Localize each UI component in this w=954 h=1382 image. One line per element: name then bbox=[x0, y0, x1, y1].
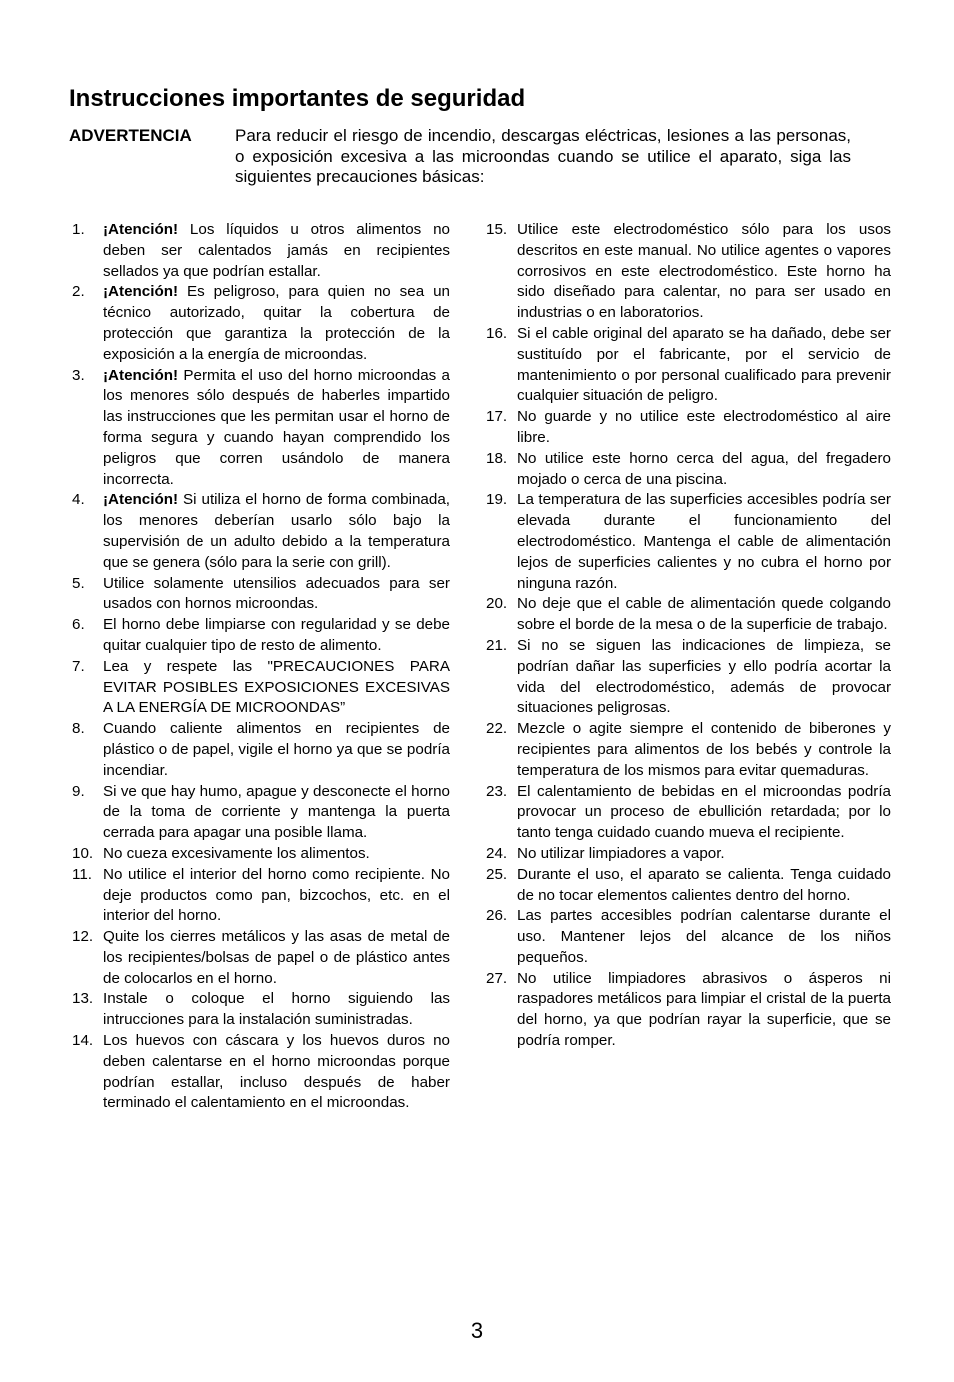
safety-list-right bbox=[486, 220, 891, 1052]
safety-list-left bbox=[72, 220, 450, 1114]
safety-item bbox=[486, 865, 891, 907]
item-body bbox=[103, 490, 450, 573]
item-text: No deje que el cable de alimentación quede colgando sobre el borde de la mesa o de la superficie de trabajo. bbox=[517, 595, 891, 634]
item-number: 15. bbox=[486, 221, 508, 238]
safety-item bbox=[72, 282, 450, 365]
item-number: 6. bbox=[72, 616, 85, 634]
safety-item bbox=[486, 782, 891, 844]
item-number: 18. bbox=[486, 449, 508, 467]
item-body bbox=[103, 574, 450, 616]
item-number: 21. bbox=[486, 636, 508, 654]
item-number: 16. bbox=[486, 324, 508, 342]
safety-item bbox=[72, 989, 450, 1031]
item-body bbox=[103, 927, 450, 989]
item-body bbox=[517, 844, 891, 865]
safety-item bbox=[72, 657, 450, 719]
page-number: 3 bbox=[470, 1318, 484, 1343]
item-text: Durante el uso, el aparato se calienta. Tenga cuidado de no tocar elementos calientes dentro del horno. bbox=[517, 865, 891, 904]
item-text: Permita el uso del horno microondas a los menores sólo después de haberles impartido las instrucciones que les permitan usar el horno de forma segura y cuando hayan comprendido los peligros que corren usándolo de manera incorrecta. bbox=[103, 366, 450, 488]
item-body bbox=[517, 719, 891, 781]
item-number: 25. bbox=[486, 865, 508, 883]
item-number: 5. bbox=[72, 574, 85, 592]
item-text: No guarde y no utilice este electrodoméstico al aire libre. bbox=[517, 408, 891, 446]
item-body bbox=[103, 220, 450, 282]
item-text: Utilice este electrodoméstico sólo para los usos descritos en este manual. No utilice agentes o vapores corrosivos en este electrodoméstico. Este horno ha sido diseñado para calentar, no para ser usado en industrias o en laboratorios. bbox=[517, 221, 891, 322]
item-body bbox=[103, 282, 450, 365]
item-number: 27. bbox=[486, 969, 508, 987]
item-number: 11. bbox=[72, 865, 92, 883]
safety-item bbox=[486, 490, 891, 594]
safety-item bbox=[486, 844, 891, 865]
item-body bbox=[517, 906, 891, 968]
item-body bbox=[517, 449, 891, 491]
safety-item bbox=[486, 407, 891, 449]
safety-item bbox=[486, 594, 891, 636]
item-text: La temperatura de las superficies accesibles podría ser elevada durante el funcionamiento del electrodoméstico. Mantenga el cable de alimentación lejos de superficies calientes y no cubra el horno por ninguna razón. bbox=[517, 491, 891, 592]
item-number: 9. bbox=[72, 782, 85, 800]
item-body bbox=[517, 594, 891, 636]
safety-item bbox=[486, 969, 891, 1052]
item-text: Utilice solamente utensilios adecuados para ser usados con hornos microondas. bbox=[103, 574, 450, 613]
item-number: 26. bbox=[486, 907, 508, 925]
item-text: No utilice limpiadores abrasivos o ásperos ni raspadores metálicos para limpiar el cristal de la puerta del horno, ya que podrían rayar la superficie, que se podría romper. bbox=[517, 969, 891, 1050]
safety-item bbox=[72, 490, 450, 573]
safety-item bbox=[72, 782, 450, 844]
item-body bbox=[103, 366, 450, 491]
item-body bbox=[517, 324, 891, 407]
item-text: Si el cable original del aparato se ha dañado, debe ser sustituído por el fabricante, por el servicio de mantenimiento o por personal cualificado para prevenir cualquier situación de peligro. bbox=[517, 324, 891, 405]
item-lead: ¡Atención! bbox=[103, 221, 179, 238]
safety-item bbox=[486, 449, 891, 491]
item-number: 4. bbox=[72, 491, 85, 509]
item-text: Quite los cierres metálicos y las asas de metal de los recipientes/bolsas de papel o de plástico antes de colocarlos en el horno. bbox=[103, 928, 450, 987]
item-text: El calentamiento de bebidas en el microondas podría provocar un proceso de ebullición retardada; por lo tanto tenga cuidado cuando mueva el recipiente. bbox=[517, 782, 891, 842]
safety-item bbox=[72, 719, 450, 781]
item-body bbox=[103, 1031, 450, 1114]
safety-item bbox=[486, 719, 891, 781]
safety-item bbox=[72, 220, 450, 282]
safety-item bbox=[72, 927, 450, 989]
item-body bbox=[103, 615, 450, 657]
item-body bbox=[517, 220, 891, 324]
item-text: Si ve que hay humo, apague y desconecte el horno de la toma de corriente y mantenga la puerta cerrada para apagar una posible llama. bbox=[103, 782, 450, 842]
safety-item bbox=[72, 844, 450, 865]
item-number: 7. bbox=[72, 657, 85, 675]
item-text: No utilice el interior del horno como recipiente. No deje productos como pan, bizcochos, etc. en el interior del horno. bbox=[103, 865, 450, 925]
item-text: Cuando caliente alimentos en recipientes de plástico o de papel, vigile el horno ya que se podría incendiar. bbox=[103, 720, 450, 779]
item-text: Los huevos con cáscara y los huevos duros no deben calentarse en el horno microondas porque podrían estallar, incluso después de haber terminado el calentamiento en el microondas. bbox=[103, 1032, 450, 1112]
item-text: El horno debe limpiarse con regularidad y se debe quitar cualquier tipo de resto de alimento. bbox=[103, 616, 450, 654]
item-body bbox=[517, 782, 891, 844]
item-number: 10. bbox=[72, 844, 94, 862]
item-body bbox=[103, 657, 450, 719]
item-body bbox=[103, 865, 450, 927]
item-number: 20. bbox=[486, 595, 508, 613]
item-number: 24. bbox=[486, 844, 508, 862]
warning-label: ADVERTENCIA bbox=[69, 126, 192, 145]
item-number: 8. bbox=[72, 720, 85, 738]
item-text: No utilice este horno cerca del agua, del fregadero mojado o cerca de una piscina. bbox=[517, 449, 891, 488]
item-body bbox=[103, 782, 450, 844]
safety-item bbox=[72, 615, 450, 657]
item-body bbox=[517, 407, 891, 449]
item-text: No utilizar limpiadores a vapor. bbox=[517, 844, 725, 862]
safety-item bbox=[72, 865, 450, 927]
safety-item bbox=[72, 366, 450, 491]
safety-item bbox=[72, 1031, 450, 1114]
item-text: Lea y respete las "PRECAUCIONES PARA EVITAR POSIBLES EXPOSICIONES EXCESIVAS A LA ENERGÍA DE MICROONDAS” bbox=[103, 657, 450, 717]
safety-item bbox=[486, 906, 891, 968]
item-number: 12. bbox=[72, 928, 94, 946]
item-text: Las partes accesibles podrían calentarse durante el uso. Mantener lejos del alcance de los niños pequeños. bbox=[517, 907, 891, 966]
item-lead: ¡Atención! bbox=[103, 491, 179, 509]
item-body bbox=[517, 969, 891, 1052]
safety-item bbox=[72, 574, 450, 616]
item-text: Es peligroso, para quien no sea un técnico autorizado, quitar la cobertura de protección que garantiza la protección de la exposición a la energía de microondas. bbox=[103, 283, 450, 363]
item-number: 19. bbox=[486, 491, 508, 509]
item-body bbox=[103, 844, 450, 865]
safety-item bbox=[486, 324, 891, 407]
item-text: Si utiliza el horno de forma combinada, los menores deberían usarlo sólo bajo la supervisión de un adulto debido a la temperatura que se genera (sólo para la serie con grill). bbox=[103, 491, 450, 571]
item-lead: ¡Atención! bbox=[103, 283, 179, 301]
item-body bbox=[103, 719, 450, 781]
item-number: 14. bbox=[72, 1032, 94, 1050]
item-number: 23. bbox=[486, 782, 508, 800]
item-lead: ¡Atención! bbox=[103, 366, 179, 384]
item-body bbox=[517, 865, 891, 907]
item-text: Instale o coloque el horno siguiendo las intrucciones para la instalación suministradas. bbox=[103, 990, 450, 1029]
item-number: 17. bbox=[486, 408, 508, 426]
item-number: 13. bbox=[72, 990, 94, 1008]
item-text: Si no se siguen las indicaciones de limpieza, se podrían dañar las superficies y ello podría acortar la vida del electrodoméstico, además de provocar situaciones peligrosas. bbox=[517, 636, 891, 717]
safety-item bbox=[486, 636, 891, 719]
item-number: 1. bbox=[72, 221, 85, 238]
item-number: 2. bbox=[72, 283, 85, 301]
item-number: 22. bbox=[486, 720, 508, 738]
item-number: 3. bbox=[72, 366, 85, 384]
warning-text: Para reducir el riesgo de incendio, descargas eléctricas, lesiones a las personas, o exposición excesiva a las microondas cuando se utilice el aparato, siga las siguientes precauciones básicas: bbox=[235, 126, 851, 186]
item-body bbox=[517, 636, 891, 719]
item-text: No cueza excesivamente los alimentos. bbox=[103, 844, 370, 862]
item-body bbox=[103, 989, 450, 1031]
page-title: Instrucciones importantes de seguridad bbox=[69, 85, 526, 112]
item-text: Los líquidos u otros alimentos no deben ser calentados jamás en recipientes sellados ya que podrían estallar. bbox=[103, 221, 450, 280]
item-text: Mezcle o agite siempre el contenido de biberones y recipientes para alimentos de los bebés y controle la temperatura de los mismos para evitar quemaduras. bbox=[517, 720, 891, 779]
safety-item bbox=[486, 220, 891, 324]
item-body bbox=[517, 490, 891, 594]
